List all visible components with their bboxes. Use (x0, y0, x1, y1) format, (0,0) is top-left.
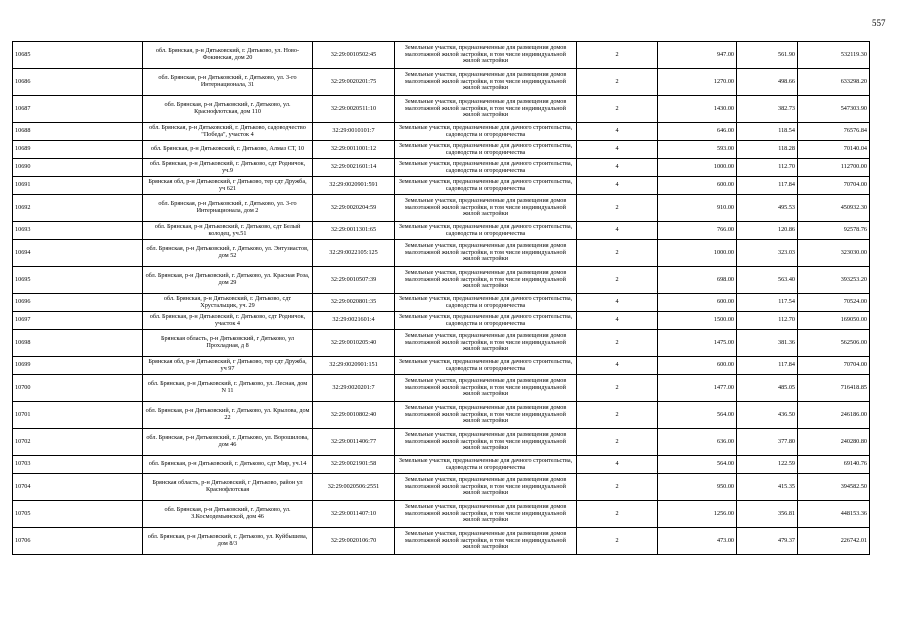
cadastral-number-cell: 32:29:0010101:7 (313, 123, 395, 141)
area-cell: 1500.00 (658, 312, 737, 330)
row-id-cell: 10693 (13, 222, 143, 240)
permitted-use-cell: Земельные участки, предназначенные для размещения домов малоэтажной жилой застройки, в том числе индивидуальной жилой застройки (395, 42, 577, 69)
area-cell: 1477.00 (658, 375, 737, 402)
cadastral-value-cell: 226742.01 (798, 528, 870, 555)
cadastral-number-cell: 32:29:0011407:10 (313, 501, 395, 528)
cadastral-number-cell: 32:29:0020204:59 (313, 195, 395, 222)
group-number-cell: 2 (577, 96, 658, 123)
group-number-cell: 4 (577, 222, 658, 240)
cadastral-number-cell: 32:29:0011301:65 (313, 222, 395, 240)
table-row (13, 312, 870, 330)
cadastral-number-cell: 32:29:0020201:75 (313, 69, 395, 96)
group-number-cell: 2 (577, 195, 658, 222)
row-id-cell: 10691 (13, 177, 143, 195)
permitted-use-cell: Земельные участки, предназначенные для дачного строительства, садоводства и огородничества (395, 177, 577, 195)
row-id-cell: 10698 (13, 330, 143, 357)
table-row (13, 294, 870, 312)
area-cell: 564.00 (658, 402, 737, 429)
area-cell: 473.00 (658, 528, 737, 555)
cadastral-value-cell: 70704.00 (798, 177, 870, 195)
table-row (13, 141, 870, 159)
cadastral-number-cell: 32:29:0020506:2551 (313, 474, 395, 501)
table-row (13, 528, 870, 555)
cadastral-number-cell: 32:29:0020106:70 (313, 528, 395, 555)
permitted-use-cell: Земельные участки, предназначенные для дачного строительства, садоводства и огородничества (395, 456, 577, 474)
group-number-cell: 2 (577, 267, 658, 294)
group-number-cell: 4 (577, 159, 658, 177)
area-cell: 564.00 (658, 456, 737, 474)
address-cell: Брянская обл, р-н Дятьковский, г Дятьково, тер сдт Дружба, уч 621 (143, 177, 313, 195)
row-id-cell: 10687 (13, 96, 143, 123)
permitted-use-cell: Земельные участки, предназначенные для дачного строительства, садоводства и огородничества (395, 222, 577, 240)
row-id-cell: 10694 (13, 240, 143, 267)
permitted-use-cell: Земельные участки, предназначенные для дачного строительства, садоводства и огородничества (395, 141, 577, 159)
row-id-cell: 10704 (13, 474, 143, 501)
address-cell: обл. Брянская, р-н Дятьковский, г. Дятьково, ул. Ново-Фокинская, дом 20 (143, 42, 313, 69)
cadastral-number-cell: 32:29:0010507:39 (313, 267, 395, 294)
specific-value-cell: 495.53 (737, 195, 798, 222)
cadastral-value-cell: 169050.00 (798, 312, 870, 330)
area-cell: 1000.00 (658, 159, 737, 177)
area-cell: 1256.00 (658, 501, 737, 528)
specific-value-cell: 563.40 (737, 267, 798, 294)
cadastral-value-cell: 448153.36 (798, 501, 870, 528)
row-id-cell: 10689 (13, 141, 143, 159)
specific-value-cell: 356.81 (737, 501, 798, 528)
address-cell: обл. Брянская, р-н Дятьковский, г. Дятьково, сдт Хрустальщик, уч. 29 (143, 294, 313, 312)
address-cell: обл. Брянская, р-н Дятьковский, г. Дятьково, садоводчество "Победа", участок 4 (143, 123, 313, 141)
table-row (13, 195, 870, 222)
specific-value-cell: 485.05 (737, 375, 798, 402)
area-cell: 766.00 (658, 222, 737, 240)
table-row (13, 267, 870, 294)
specific-value-cell: 382.73 (737, 96, 798, 123)
permitted-use-cell: Земельные участки, предназначенные для размещения домов малоэтажной жилой застройки, в том числе индивидуальной жилой застройки (395, 96, 577, 123)
table-row (13, 429, 870, 456)
specific-value-cell: 117.54 (737, 294, 798, 312)
table-row (13, 402, 870, 429)
address-cell: обл. Брянская, р-н Дятьковский, г. Дятьково, ул. Красная Роза, дом 29 (143, 267, 313, 294)
group-number-cell: 2 (577, 330, 658, 357)
address-cell: обл. Брянская, р-н Дятьковский, г. Дятьково, сдт Мир, уч.14 (143, 456, 313, 474)
row-id-cell: 10702 (13, 429, 143, 456)
address-cell: обл. Брянская, р-н Дятьковский, г. Дятьково, Алмаз СТ, 10 (143, 141, 313, 159)
cadastral-value-cell: 393253.20 (798, 267, 870, 294)
group-number-cell: 4 (577, 357, 658, 375)
table-body (13, 42, 870, 555)
table-row (13, 501, 870, 528)
cadastral-value-cell: 450932.30 (798, 195, 870, 222)
area-cell: 1270.00 (658, 69, 737, 96)
cadastral-value-cell: 394582.50 (798, 474, 870, 501)
permitted-use-cell: Земельные участки, предназначенные для размещения домов малоэтажной жилой застройки, в том числе индивидуальной жилой застройки (395, 69, 577, 96)
row-id-cell: 10688 (13, 123, 143, 141)
area-cell: 600.00 (658, 294, 737, 312)
cadastral-value-cell: 70524.00 (798, 294, 870, 312)
permitted-use-cell: Земельные участки, предназначенные для размещения домов малоэтажной жилой застройки, в том числе индивидуальной жилой застройки (395, 375, 577, 402)
land-plot-table (12, 41, 870, 555)
row-id-cell: 10692 (13, 195, 143, 222)
row-id-cell: 10695 (13, 267, 143, 294)
table-row (13, 69, 870, 96)
group-number-cell: 2 (577, 375, 658, 402)
row-id-cell: 10696 (13, 294, 143, 312)
group-number-cell: 2 (577, 429, 658, 456)
cadastral-value-cell: 562506.00 (798, 330, 870, 357)
table-row (13, 42, 870, 69)
permitted-use-cell: Земельные участки, предназначенные для размещения домов малоэтажной жилой застройки, в том числе индивидуальной жилой застройки (395, 528, 577, 555)
cadastral-number-cell: 32:29:0021601:4 (313, 312, 395, 330)
specific-value-cell: 117.84 (737, 357, 798, 375)
area-cell: 910.00 (658, 195, 737, 222)
group-number-cell: 4 (577, 294, 658, 312)
area-cell: 950.00 (658, 474, 737, 501)
permitted-use-cell: Земельные участки, предназначенные для размещения домов малоэтажной жилой застройки, в том числе индивидуальной жилой застройки (395, 240, 577, 267)
cadastral-value-cell: 76576.84 (798, 123, 870, 141)
group-number-cell: 2 (577, 69, 658, 96)
permitted-use-cell: Земельные участки, предназначенные для дачного строительства, садоводства и огородничества (395, 312, 577, 330)
cadastral-value-cell: 112700.00 (798, 159, 870, 177)
group-number-cell: 2 (577, 474, 658, 501)
address-cell: Брянская область, р-н Дятьковский, г Дятьково, ул Прохладная, д 8 (143, 330, 313, 357)
table-row (13, 375, 870, 402)
specific-value-cell: 498.66 (737, 69, 798, 96)
group-number-cell: 2 (577, 402, 658, 429)
row-id-cell: 10699 (13, 357, 143, 375)
specific-value-cell: 118.54 (737, 123, 798, 141)
area-cell: 600.00 (658, 357, 737, 375)
address-cell: обл. Брянская, р-н Дятьковский, г. Дятьково, сдт Белый колодец, уч.51 (143, 222, 313, 240)
group-number-cell: 2 (577, 501, 658, 528)
group-number-cell: 2 (577, 240, 658, 267)
address-cell: Брянская обл, р-н Дятьковский, г Дятьково, тер сдт Дружба, уч 97 (143, 357, 313, 375)
address-cell: обл. Брянская, р-н Дятьковский, г. Дятьково, ул. 3-го Интернационала, дом 2 (143, 195, 313, 222)
area-cell: 593.00 (658, 141, 737, 159)
cadastral-value-cell: 70704.00 (798, 357, 870, 375)
specific-value-cell: 381.36 (737, 330, 798, 357)
group-number-cell: 2 (577, 528, 658, 555)
cadastral-number-cell: 32:29:0010802:40 (313, 402, 395, 429)
table-row (13, 330, 870, 357)
specific-value-cell: 479.37 (737, 528, 798, 555)
address-cell: обл. Брянская, р-н Дятьковский, г. Дятьково, ул. З.Космодемьянской, дом 46 (143, 501, 313, 528)
address-cell: обл. Брянская, р-н Дятьковский, г. Дятьково, сдт Родничок, уч.9 (143, 159, 313, 177)
cadastral-number-cell: 32:29:0010205:40 (313, 330, 395, 357)
group-number-cell: 4 (577, 177, 658, 195)
address-cell: Брянская область, р-н Дятьковский, г Дятьково, район ул Краснофлотская (143, 474, 313, 501)
cadastral-value-cell: 246186.00 (798, 402, 870, 429)
cadastral-number-cell: 32:29:0021601:14 (313, 159, 395, 177)
address-cell: обл. Брянская, р-н Дятьковский, г. Дятьково, ул. Куйбышева, дом 8/3 (143, 528, 313, 555)
specific-value-cell: 117.84 (737, 177, 798, 195)
address-cell: обл. Брянская, р-н Дятьковский, г. Дятьково, ул. Краснофлотская, дом 110 (143, 96, 313, 123)
row-id-cell: 10690 (13, 159, 143, 177)
cadastral-number-cell: 32:29:0010502:45 (313, 42, 395, 69)
cadastral-number-cell: 32:29:0020801:35 (313, 294, 395, 312)
cadastral-number-cell: 32:29:0020901:151 (313, 357, 395, 375)
table-row (13, 123, 870, 141)
table-row (13, 222, 870, 240)
page-number: 557 (872, 18, 886, 28)
cadastral-number-cell: 32:29:0011001:12 (313, 141, 395, 159)
cadastral-value-cell: 92578.76 (798, 222, 870, 240)
permitted-use-cell: Земельные участки, предназначенные для дачного строительства, садоводства и огородничества (395, 294, 577, 312)
row-id-cell: 10685 (13, 42, 143, 69)
table-row (13, 177, 870, 195)
row-id-cell: 10705 (13, 501, 143, 528)
specific-value-cell: 118.28 (737, 141, 798, 159)
area-cell: 636.00 (658, 429, 737, 456)
specific-value-cell: 561.90 (737, 42, 798, 69)
specific-value-cell: 377.80 (737, 429, 798, 456)
group-number-cell: 4 (577, 123, 658, 141)
row-id-cell: 10697 (13, 312, 143, 330)
table-row (13, 240, 870, 267)
specific-value-cell: 122.59 (737, 456, 798, 474)
row-id-cell: 10686 (13, 69, 143, 96)
cadastral-value-cell: 69140.76 (798, 456, 870, 474)
area-cell: 1430.00 (658, 96, 737, 123)
cadastral-value-cell: 323030.00 (798, 240, 870, 267)
row-id-cell: 10701 (13, 402, 143, 429)
permitted-use-cell: Земельные участки, предназначенные для размещения домов малоэтажной жилой застройки, в том числе индивидуальной жилой застройки (395, 267, 577, 294)
address-cell: обл. Брянская, р-н Дятьковский, г. Дятьково, ул. Крылова, дом 22 (143, 402, 313, 429)
area-cell: 947.00 (658, 42, 737, 69)
specific-value-cell: 436.50 (737, 402, 798, 429)
permitted-use-cell: Земельные участки, предназначенные для дачного строительства, садоводства и огородничества (395, 159, 577, 177)
address-cell: обл. Брянская, р-н Дятьковский, г. Дятьково, ул. Ворошилова, дом 46 (143, 429, 313, 456)
area-cell: 1475.00 (658, 330, 737, 357)
specific-value-cell: 120.86 (737, 222, 798, 240)
cadastral-number-cell: 32:29:0020511:10 (313, 96, 395, 123)
permitted-use-cell: Земельные участки, предназначенные для дачного строительства, садоводства и огородничества (395, 123, 577, 141)
row-id-cell: 10706 (13, 528, 143, 555)
table-row (13, 96, 870, 123)
permitted-use-cell: Земельные участки, предназначенные для размещения домов малоэтажной жилой застройки, в том числе индивидуальной жилой застройки (395, 330, 577, 357)
cadastral-number-cell: 32:29:0020201:7 (313, 375, 395, 402)
row-id-cell: 10700 (13, 375, 143, 402)
cadastral-value-cell: 633298.20 (798, 69, 870, 96)
area-cell: 646.00 (658, 123, 737, 141)
cadastral-value-cell: 532119.30 (798, 42, 870, 69)
permitted-use-cell: Земельные участки, предназначенные для размещения домов малоэтажной жилой застройки, в том числе индивидуальной жилой застройки (395, 474, 577, 501)
cadastral-number-cell: 32:29:0021901:58 (313, 456, 395, 474)
table-row (13, 357, 870, 375)
permitted-use-cell: Земельные участки, предназначенные для размещения домов малоэтажной жилой застройки, в том числе индивидуальной жилой застройки (395, 402, 577, 429)
cadastral-number-cell: 32:29:0011406:77 (313, 429, 395, 456)
specific-value-cell: 415.35 (737, 474, 798, 501)
group-number-cell: 4 (577, 141, 658, 159)
specific-value-cell: 323.03 (737, 240, 798, 267)
group-number-cell: 4 (577, 312, 658, 330)
specific-value-cell: 112.70 (737, 312, 798, 330)
area-cell: 1000.00 (658, 240, 737, 267)
table-row (13, 456, 870, 474)
cadastral-value-cell: 240280.80 (798, 429, 870, 456)
permitted-use-cell: Земельные участки, предназначенные для дачного строительства, садоводства и огородничества (395, 357, 577, 375)
address-cell: обл. Брянская, р-н Дятьковский, г. Дятьково, сдт Родничок, участок 4 (143, 312, 313, 330)
group-number-cell: 4 (577, 456, 658, 474)
row-id-cell: 10703 (13, 456, 143, 474)
address-cell: обл. Брянская, р-н Дятьковский, г. Дятьково, ул. Энтузиастов, дом 52 (143, 240, 313, 267)
address-cell: обл. Брянская, р-н Дятьковский, г. Дятьково, ул. Лесная, дом N 11 (143, 375, 313, 402)
cadastral-value-cell: 70140.04 (798, 141, 870, 159)
table-row (13, 474, 870, 501)
cadastral-number-cell: 32:29:0022105:125 (313, 240, 395, 267)
area-cell: 698.00 (658, 267, 737, 294)
table-row (13, 159, 870, 177)
permitted-use-cell: Земельные участки, предназначенные для размещения домов малоэтажной жилой застройки, в том числе индивидуальной жилой застройки (395, 195, 577, 222)
area-cell: 600.00 (658, 177, 737, 195)
cadastral-number-cell: 32:29:0020901:591 (313, 177, 395, 195)
permitted-use-cell: Земельные участки, предназначенные для размещения домов малоэтажной жилой застройки, в том числе индивидуальной жилой застройки (395, 429, 577, 456)
cadastral-value-cell: 547303.90 (798, 96, 870, 123)
address-cell: обл. Брянская, р-н Дятьковский, г. Дятьково, ул. 3-го Интернационала, 31 (143, 69, 313, 96)
group-number-cell: 2 (577, 42, 658, 69)
cadastral-value-cell: 716418.85 (798, 375, 870, 402)
specific-value-cell: 112.70 (737, 159, 798, 177)
permitted-use-cell: Земельные участки, предназначенные для размещения домов малоэтажной жилой застройки, в том числе индивидуальной жилой застройки (395, 501, 577, 528)
